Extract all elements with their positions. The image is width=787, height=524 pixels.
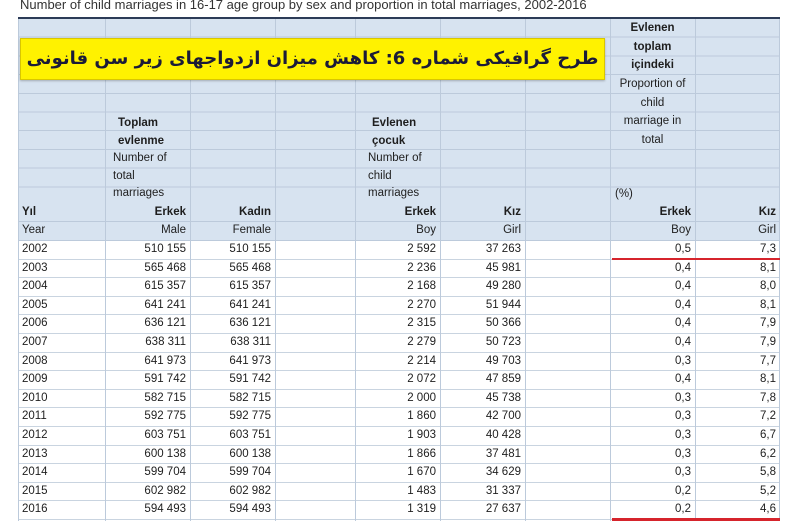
- column-divider: [190, 19, 191, 521]
- column-divider: [779, 19, 780, 521]
- cell-proportion-boy: 0,3: [675, 410, 691, 423]
- cell-child-boy: 2 168: [407, 280, 436, 293]
- cell-total-female: 615 357: [229, 280, 271, 293]
- cell-year: 2013: [22, 447, 48, 460]
- cell-child-girl: 40 428: [485, 429, 521, 441]
- cell-proportion-boy: 0,4: [675, 317, 691, 330]
- cell-total-male: Male: [161, 224, 186, 237]
- header-group-total-marriages: [105, 115, 190, 203]
- cell-child-boy: 2 214: [407, 354, 436, 367]
- column-divider: [440, 19, 441, 521]
- table-row: [18, 353, 780, 372]
- cell-total-female: 591 742: [229, 373, 271, 386]
- cell-total-male: 641 973: [144, 354, 186, 367]
- cell-total-female: 641 241: [229, 298, 271, 311]
- cell-total-male: 641 241: [144, 298, 186, 311]
- cell-proportion-boy: 0,4: [675, 336, 691, 348]
- header-label-tr: çocuk: [372, 134, 406, 147]
- column-divider: [695, 19, 696, 521]
- cell-year: Yıl: [22, 205, 37, 218]
- cell-total-male: 510 155: [144, 243, 186, 255]
- cell-total-female: 603 751: [229, 429, 271, 441]
- cell-child-girl: 51 944: [485, 298, 521, 311]
- cell-total-male: 594 493: [144, 503, 186, 516]
- header-label-en: child: [640, 96, 665, 109]
- column-divider: [275, 19, 276, 521]
- cell-total-female: 565 468: [229, 261, 271, 274]
- header-label-en: Proportion of: [619, 78, 686, 91]
- header-label-tr: Evlenen: [372, 117, 417, 129]
- header-label-tr: Toplam: [118, 117, 159, 129]
- cell-proportion-girl: 7,2: [760, 410, 776, 423]
- cell-child-girl: 50 723: [485, 336, 521, 348]
- table-row: [18, 278, 780, 297]
- cell-total-female: 641 973: [229, 354, 271, 367]
- header-label-tr: toplam: [633, 40, 672, 53]
- cell-year: 2004: [22, 280, 48, 293]
- cell-child-girl: 27 637: [485, 503, 521, 516]
- cell-total-female: 592 775: [229, 410, 271, 423]
- cell-proportion-girl: 7,3: [760, 243, 776, 255]
- cell-year: 2012: [22, 429, 48, 441]
- cell-proportion-girl: 5,2: [760, 484, 776, 497]
- cell-proportion-boy: 0,3: [675, 466, 691, 479]
- cell-proportion-girl: 6,2: [760, 447, 776, 460]
- cell-proportion-girl: 8,1: [760, 261, 776, 274]
- column-divider: [105, 19, 106, 521]
- table-row: [18, 464, 780, 483]
- cell-total-female: 599 704: [229, 466, 271, 479]
- table-row: [18, 315, 780, 334]
- cell-year: 2005: [22, 298, 48, 311]
- cell-child-girl: 37 263: [485, 243, 521, 255]
- cell-child-girl: 45 738: [485, 391, 521, 404]
- cell-proportion-boy: Erkek: [659, 205, 691, 218]
- cell-proportion-girl: 7,9: [760, 336, 776, 348]
- header-group-child-marriages: [355, 115, 440, 203]
- cell-proportion-boy: 0,5: [675, 243, 691, 255]
- header-label-en: total: [113, 169, 135, 182]
- cell-child-girl: Kız: [503, 205, 521, 218]
- header-label-en: marriage in: [623, 115, 682, 128]
- cell-proportion-girl: 7,9: [760, 317, 776, 330]
- cell-proportion-boy: 0,4: [675, 261, 691, 274]
- cell-total-male: 600 138: [144, 447, 186, 460]
- cell-total-female: 600 138: [229, 447, 271, 460]
- cell-total-male: 602 982: [144, 484, 186, 497]
- cell-year: 2002: [22, 243, 48, 255]
- cell-proportion-girl: 7,7: [760, 354, 776, 367]
- column-divider: [355, 19, 356, 521]
- header-label-tr: evlenme: [118, 134, 165, 147]
- table-row: [18, 408, 780, 427]
- header-group-proportion: [610, 19, 695, 150]
- table-row: [18, 427, 780, 446]
- cell-year: 2015: [22, 484, 48, 497]
- cell-child-boy: 2 236: [407, 261, 436, 274]
- cell-child-girl: Girl: [503, 224, 521, 237]
- cell-total-male: 582 715: [144, 391, 186, 404]
- cell-child-girl: 42 700: [485, 410, 521, 423]
- cell-total-male: 591 742: [144, 373, 186, 386]
- banner-text: طرح گرافیکی شماره 6: کاهش میزان ازدواجهای زیر سن قانونی: [26, 48, 599, 69]
- cell-proportion-boy: 0,3: [675, 447, 691, 460]
- cell-total-male: 638 311: [145, 336, 186, 348]
- cell-proportion-boy: 0,2: [675, 484, 691, 497]
- header-label-en: Number of: [113, 152, 167, 164]
- cell-total-female: 636 121: [229, 317, 271, 330]
- cell-child-girl: 49 703: [485, 354, 521, 367]
- cell-proportion-girl: 7,8: [760, 391, 776, 404]
- cell-total-male: Erkek: [154, 205, 186, 218]
- cell-child-boy: 2 592: [407, 243, 436, 255]
- cell-proportion-girl: 5,8: [760, 466, 776, 479]
- cell-proportion-girl: Kız: [758, 205, 776, 218]
- column-header-row-tr: [18, 204, 780, 223]
- cell-proportion-boy: 0,3: [675, 391, 691, 404]
- proportion-unit-label: (%): [615, 188, 633, 200]
- cell-proportion-girl: 8,1: [760, 298, 776, 311]
- header-label-en: Number of: [368, 152, 422, 164]
- cell-proportion-boy: 0,4: [675, 298, 691, 311]
- cell-total-female: 602 982: [229, 484, 271, 497]
- cell-year: 2011: [22, 410, 47, 423]
- cell-proportion-boy: 0,3: [675, 429, 691, 441]
- cell-total-male: 592 775: [144, 410, 186, 423]
- cell-child-boy: 1 860: [407, 410, 436, 423]
- table-row: [18, 390, 780, 409]
- cell-year: Year: [22, 224, 46, 237]
- cell-child-boy: 1 903: [407, 429, 436, 441]
- cell-proportion-girl: 6,7: [760, 429, 776, 441]
- table-row: [18, 297, 780, 316]
- cell-child-girl: 45 981: [485, 261, 521, 274]
- cell-year: 2003: [22, 261, 48, 274]
- cell-total-female: 594 493: [229, 503, 271, 516]
- cell-child-girl: 34 629: [485, 466, 521, 479]
- cell-year: 2009: [22, 373, 48, 386]
- cell-proportion-girl: Girl: [758, 224, 776, 237]
- cell-child-girl: 47 859: [485, 373, 521, 386]
- cell-child-boy: 2 315: [407, 317, 436, 330]
- cell-total-female: Kadın: [239, 205, 271, 218]
- cell-year: 2010: [22, 391, 48, 404]
- cell-child-boy: 1 670: [407, 466, 436, 479]
- cell-total-male: 603 751: [144, 429, 186, 441]
- cell-child-boy: 1 866: [407, 447, 436, 460]
- header-label-en: total: [641, 134, 664, 147]
- table-row: [18, 260, 780, 279]
- cell-child-boy: 2 279: [407, 336, 436, 348]
- table-row: [18, 446, 780, 465]
- header-label-en: child: [368, 169, 392, 182]
- header-label-en: marriages: [368, 187, 420, 199]
- cell-proportion-boy: Boy: [671, 224, 691, 237]
- cell-child-girl: 31 337: [485, 484, 521, 497]
- highlight-underline: [612, 518, 780, 521]
- cell-total-female: 582 715: [229, 391, 271, 404]
- cell-child-boy: 1 319: [407, 503, 436, 516]
- cell-child-boy: Erkek: [404, 205, 436, 218]
- cell-year: 2008: [22, 354, 48, 367]
- header-label-tr: içindeki: [631, 59, 674, 72]
- cell-child-boy: 2 000: [407, 391, 436, 404]
- highlight-underline: [612, 258, 780, 261]
- cell-proportion-boy: 0,3: [675, 354, 691, 367]
- column-divider: [525, 19, 526, 521]
- cell-total-female: 510 155: [229, 243, 271, 255]
- cell-total-male: 599 704: [144, 466, 186, 479]
- table-row: [18, 334, 780, 353]
- cell-child-boy: Boy: [416, 224, 436, 237]
- cell-child-girl: 37 481: [485, 447, 521, 460]
- table-row: [18, 483, 780, 502]
- cell-total-male: 565 468: [144, 261, 186, 274]
- cell-total-female: 638 311: [230, 336, 271, 348]
- cell-total-male: 615 357: [144, 280, 186, 293]
- cell-proportion-boy: 0,4: [675, 280, 691, 293]
- cell-proportion-girl: 8,0: [760, 280, 776, 293]
- cell-child-boy: 2 270: [407, 298, 436, 311]
- column-divider: [18, 19, 19, 521]
- cell-year: 2016: [22, 503, 48, 516]
- header-label-en: marriages: [113, 187, 165, 199]
- cell-year: 2007: [22, 336, 48, 348]
- cell-total-female: Female: [232, 224, 271, 237]
- persian-caption-banner: [20, 38, 605, 80]
- column-header-row-en: [18, 222, 780, 241]
- table-title: Number of child marriages in 16-17 age group by sex and proportion in total marriages, 2002-2016: [20, 0, 587, 12]
- cell-proportion-boy: 0,4: [675, 373, 691, 386]
- header-label-tr: Evlenen: [630, 22, 675, 34]
- cell-total-male: 636 121: [144, 317, 186, 330]
- table-row: [18, 371, 780, 390]
- cell-year: 2014: [22, 466, 48, 479]
- cell-proportion-girl: 4,6: [760, 503, 776, 516]
- cell-proportion-girl: 8,1: [760, 373, 776, 386]
- cell-child-girl: 50 366: [485, 317, 521, 330]
- cell-child-boy: 2 072: [407, 373, 436, 386]
- cell-child-boy: 1 483: [407, 484, 436, 497]
- cell-proportion-boy: 0,2: [675, 503, 691, 516]
- cell-child-girl: 49 280: [485, 280, 521, 293]
- cell-year: 2006: [22, 317, 48, 330]
